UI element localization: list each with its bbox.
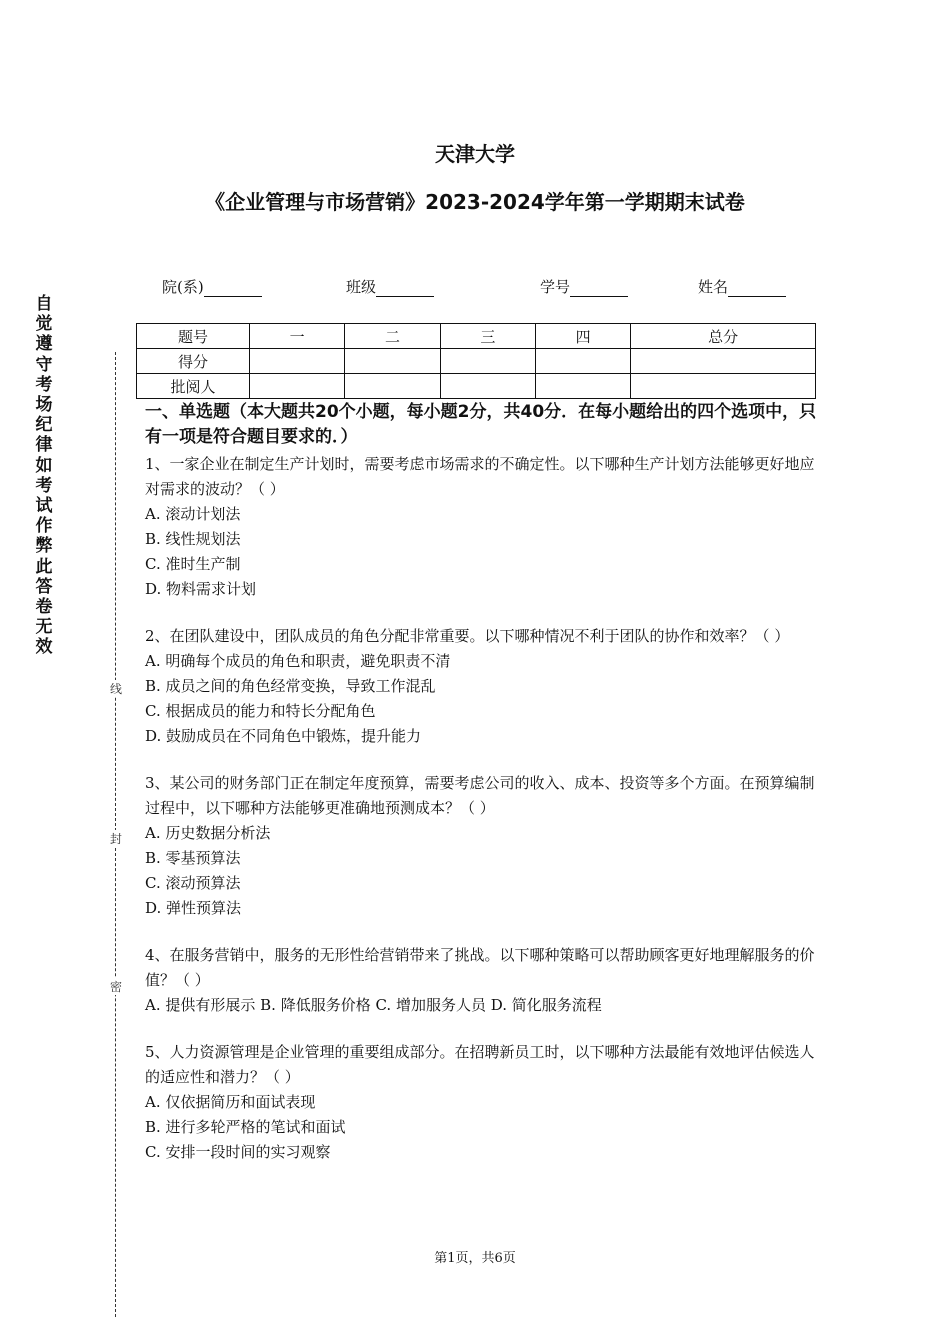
department-blank[interactable] xyxy=(204,280,262,297)
option-item[interactable]: A. 历史数据分析法 xyxy=(145,824,271,842)
binding-mark-secret: 密 xyxy=(109,980,122,994)
department-field xyxy=(162,276,262,297)
table-header-cell: 四 xyxy=(535,324,630,349)
table-header-cell: 三 xyxy=(440,324,535,349)
exam-title: 《企业管理与市场营销》2023-2024学年第一学期期末试卷 xyxy=(205,190,745,214)
university-title: 天津大学 xyxy=(435,142,515,166)
binding-mark-seal: 封 xyxy=(109,832,122,846)
option-item[interactable]: C. 根据成员的能力和特长分配角色 xyxy=(145,702,376,720)
score-table-header-row xyxy=(137,324,816,349)
department-label: 院(系) xyxy=(162,278,204,296)
option-item[interactable]: B. 线性规划法 xyxy=(145,530,241,548)
row-label: 批阅人 xyxy=(137,374,250,399)
option-item[interactable]: C. 滚动预算法 xyxy=(145,874,241,892)
score-cell[interactable] xyxy=(250,349,345,374)
question-stem: 5、人力资源管理是企业管理的重要组成部分。在招聘新员工时，以下哪种方法最能有效地评估候选人的适应性和潜力？（ ） xyxy=(145,1043,815,1086)
binding-mark-line: 线 xyxy=(109,682,122,696)
reviewer-cell[interactable] xyxy=(345,374,440,399)
student-id-label: 学号 xyxy=(540,278,571,296)
question-stem: 1、一家企业在制定生产计划时，需要考虑市场需求的不确定性。以下哪种生产计划方法能够更好地应对需求的波动？（ ） xyxy=(145,455,815,498)
name-blank[interactable] xyxy=(728,280,786,297)
question-3 xyxy=(145,771,825,921)
row-label: 得分 xyxy=(137,349,250,374)
option-item[interactable]: A. 仅依据简历和面试表现 xyxy=(145,1093,316,1111)
option-item[interactable]: B. 进行多轮严格的笔试和面试 xyxy=(145,1118,346,1136)
option-item[interactable]: A. 滚动计划法 xyxy=(145,505,241,523)
option-item[interactable]: D. 物料需求计划 xyxy=(145,580,257,598)
class-field xyxy=(346,276,434,297)
question-stem: 2、在团队建设中，团队成员的角色分配非常重要。以下哪种情况不利于团队的协作和效率？（ ） xyxy=(145,627,790,645)
table-header-cell: 二 xyxy=(345,324,440,349)
section-heading: 一、单选题（本大题共20个小题，每小题2分，共40分．在每小题给出的四个选项中，只有一项是符合题目要求的．） xyxy=(145,402,817,447)
option-item[interactable]: A. 明确每个成员的角色和职责，避免职责不清 xyxy=(145,652,451,670)
option-item[interactable]: A. 提供有形展示 B. 降低服务价格 C. 增加服务人员 D. 简化服务流程 xyxy=(145,996,602,1014)
reviewer-cell[interactable] xyxy=(250,374,345,399)
score-table xyxy=(136,323,816,399)
class-blank[interactable] xyxy=(376,280,434,297)
score-cell[interactable] xyxy=(535,349,630,374)
question-5 xyxy=(145,1040,825,1165)
question-4 xyxy=(145,943,825,1018)
reviewer-cell[interactable] xyxy=(535,374,630,399)
name-field xyxy=(698,276,786,297)
option-item[interactable]: C. 安排一段时间的实习观察 xyxy=(145,1143,331,1161)
student-id-field xyxy=(540,276,628,297)
table-header-cell: 题号 xyxy=(137,324,250,349)
class-label: 班级 xyxy=(346,278,377,296)
table-header-cell: 一 xyxy=(250,324,345,349)
student-id-blank[interactable] xyxy=(570,280,628,297)
reviewer-cell[interactable] xyxy=(440,374,535,399)
question-2 xyxy=(145,624,825,749)
exam-content xyxy=(145,400,825,1165)
option-item[interactable]: D. 鼓励成员在不同角色中锻炼，提升能力 xyxy=(145,727,422,745)
page-number: 第1页，共6页 xyxy=(434,1251,516,1266)
question-stem: 4、在服务营销中，服务的无形性给营销带来了挑战。以下哪种策略可以帮助顾客更好地理解服务的价值？（ ） xyxy=(145,946,815,989)
exam-discipline-notice: 自觉遵守考场纪律如考试作弊此答卷无效 xyxy=(35,294,53,658)
question-stem: 3、某公司的财务部门正在制定年度预算，需要考虑公司的收入、成本、投资等多个方面。在预算编制过程中，以下哪种方法能够更准确地预测成本？（ ） xyxy=(145,774,815,817)
score-cell[interactable] xyxy=(345,349,440,374)
name-label: 姓名 xyxy=(698,278,729,296)
option-item[interactable]: D. 弹性预算法 xyxy=(145,899,242,917)
question-1 xyxy=(145,452,825,602)
score-row xyxy=(137,349,816,374)
score-cell[interactable] xyxy=(631,349,816,374)
table-header-cell: 总分 xyxy=(631,324,816,349)
reviewer-cell[interactable] xyxy=(631,374,816,399)
option-item[interactable]: B. 成员之间的角色经常变换，导致工作混乱 xyxy=(145,677,436,695)
option-item[interactable]: B. 零基预算法 xyxy=(145,849,241,867)
reviewer-row xyxy=(137,374,816,399)
option-item[interactable]: C. 准时生产制 xyxy=(145,555,241,573)
score-cell[interactable] xyxy=(440,349,535,374)
